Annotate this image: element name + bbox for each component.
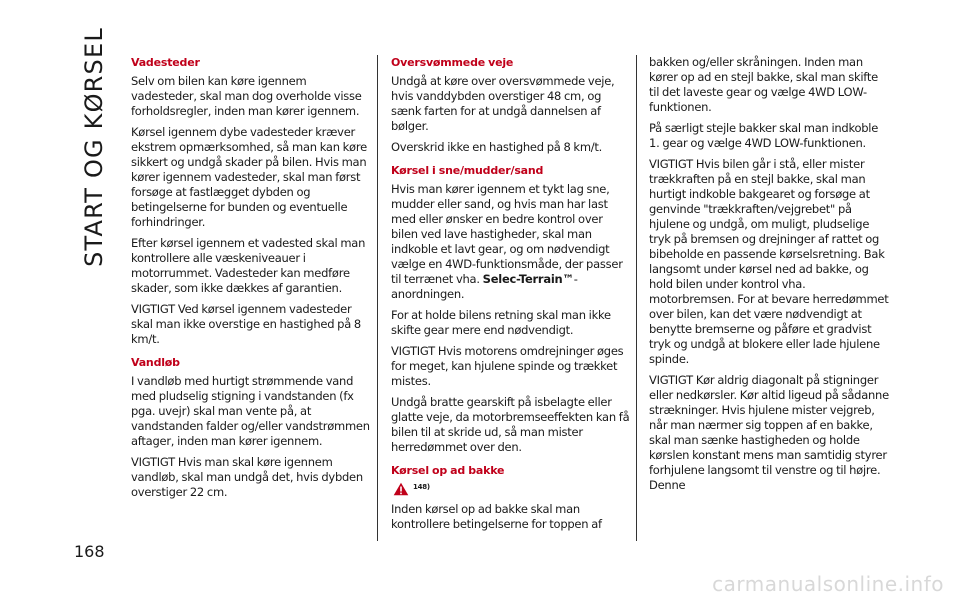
warning-triangle-icon (393, 482, 409, 496)
paragraph (131, 302, 371, 347)
page-number: 168 (74, 542, 105, 561)
paragraph (649, 373, 889, 493)
watermark: carmanualsonline.info (712, 572, 944, 596)
paragraph (391, 308, 631, 338)
paragraph (391, 74, 631, 134)
paragraph-text: I vandløb med hurtigt strømmende vand med pludselig stigning i vandstanden (fx pga. uvejr) skal man vente på, at vandstanden falder og/eller vandstrømmen aftager, inden man kører igennem. (131, 374, 370, 448)
paragraph (391, 502, 631, 532)
text-column-1 (131, 55, 371, 506)
paragraph-text: VIGTIGT Ved kørsel igennem vadesteder skal man ikke overstige en hastighed på 8 km/t. (131, 302, 361, 346)
paragraph-text: Hvis man kører igennem et tykt lag sne, mudder eller sand, og hvis man har last med eller ønsker en bedre kontrol over bilen ved lave hastigheder, skal man indkoble et lavt gear, og om nødvendigt vælge en 4WD-funktionsmåde, der passer til terrænet vha. (391, 182, 623, 286)
paragraph-text: VIGTIGT Hvis motorens omdrejninger øges for meget, kan hjulene spinde og trækket mistes. (391, 344, 624, 388)
paragraph (131, 455, 371, 500)
section-heading: Vadesteder (131, 56, 200, 69)
text-column-2 (391, 55, 631, 538)
paragraph-text-after: -anordningen. (391, 272, 578, 301)
paragraph (391, 182, 631, 302)
paragraph (391, 140, 631, 155)
paragraph-text: VIGTIGT Hvis man skal køre igennem vandløb, skal man undgå det, hvis dybden overstiger 22 cm. (131, 455, 363, 499)
section-heading: Oversvømmede veje (391, 56, 514, 69)
warning-reference (391, 482, 631, 496)
text-column-3 (649, 55, 889, 499)
paragraph-text: Undgå bratte gearskift på isbelagte eller glatte veje, da motorbremseeffekten kan få bilen til at skride ud, så man mister herredømmet over den. (391, 395, 630, 454)
section-heading: Kørsel op ad bakke (391, 464, 505, 477)
column-divider (636, 55, 637, 541)
warning-ref-number: 148) (413, 483, 430, 491)
paragraph (131, 374, 371, 449)
paragraph-text: For at holde bilens retning skal man ikke skifte gear mere end nødvendigt. (391, 308, 611, 337)
paragraph (131, 74, 371, 119)
paragraph-text: Efter kørsel igennem et vadested skal man kontrollere alle væskeniveauer i motorrummet. Vadesteder kan medføre skader, som ikke dækkes af garantien. (131, 236, 366, 295)
paragraph-text: Overskrid ikke en hastighed på 8 km/t. (391, 140, 603, 154)
paragraph-text: Undgå at køre over oversvømmede veje, hvis vanddybden overstiger 48 cm, og sænk farten for at undgå dannelsen af bølger. (391, 74, 615, 133)
paragraph-text: Selv om bilen kan køre igennem vadesteder, skal man dog overholde visse forholdsregler, inden man kører igennem. (131, 74, 362, 118)
paragraph (131, 125, 371, 230)
section-heading: Vandløb (131, 356, 180, 369)
paragraph-text: På særligt stejle bakker skal man indkoble 1. gear og vælge 4WD LOW-funktionen. (649, 121, 879, 150)
paragraph (649, 121, 889, 151)
paragraph-text: Inden kørsel op ad bakke skal man kontrollere betingelserne for toppen af (391, 502, 602, 531)
paragraph (131, 236, 371, 296)
paragraph-text: VIGTIGT Kør aldrig diagonalt på stigninger eller nedkørsler. Kør altid ligeud på sådanne strækninger. Hvis hjulene mister vejgreb, når man nærmer sig toppen af en bakke, skal man sænke hastigheden og holde kørslen konstant mens man samtidig styrer forhjulene langsomt til venstre og til højre. Denne (649, 373, 889, 492)
paragraph (391, 344, 631, 389)
paragraph-text: VIGTIGT Hvis bilen går i stå, eller mister trækkraften på en stejl bakke, skal man hurtigt indkoble bakgearet og forsøge at genvinde "trækkraften/vejgrebet" på hjulene og undgå, om muligt, pludselige tryk på bremsen og drejninger af rattet og bibeholde en passende kørselsretning. Bak langsomt under kørsel ned ad bakke, og hold bilen under kontrol vha. motorbremsen. For at bevare herredømmet over bilen, kan det være nødvendigt at benytte bremserne og påføre et gradvist tryk og undgå at blokere eller lade hjulene spinde. (649, 157, 889, 366)
paragraph-text: bakken og/eller skråningen. Inden man kører op ad en stejl bakke, skal man skifte til det laveste gear og vælge 4WD LOW-funktionen. (649, 55, 878, 114)
paragraph (391, 395, 631, 455)
paragraph-text: Kørsel igennem dybe vadesteder kræver ekstrem opmærksomhed, så man kan køre sikkert og undgå skader på bilen. Hvis man kører igennem vadesteder, skal man først forsøge at fastlægget dybden og betingelserne for bunden og eventuelle forhindringer. (131, 125, 367, 229)
section-title (74, 27, 114, 267)
paragraph (649, 157, 889, 367)
section-heading: Kørsel i sne/mudder/sand (391, 164, 544, 177)
paragraph (649, 55, 889, 115)
section-title-text: START OG KØRSEL (80, 27, 108, 267)
column-divider (377, 55, 378, 541)
product-name: Selec-Terrain™ (482, 272, 574, 286)
